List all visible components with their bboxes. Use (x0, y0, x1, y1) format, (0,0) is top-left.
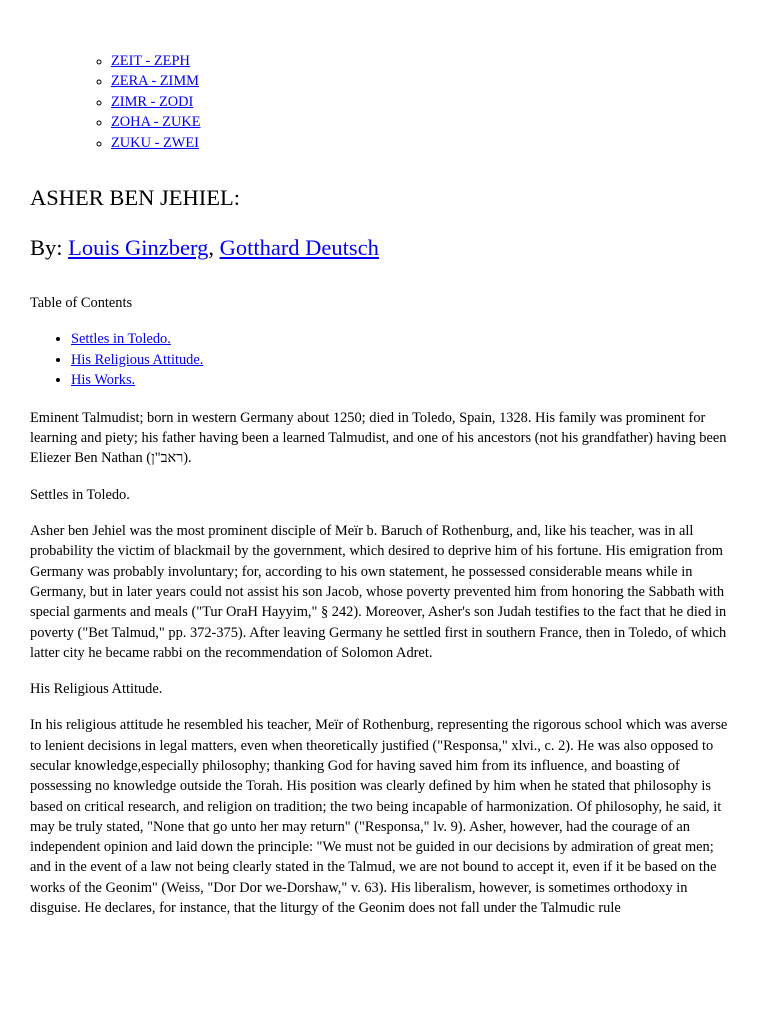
section-heading-religious-attitude: His Religious Attitude. (30, 681, 163, 698)
range-link-zoha-zuke[interactable]: ZOHA - ZUKE (111, 114, 201, 131)
range-link-zuku-zwei[interactable]: ZUKU - ZWEI (111, 134, 199, 151)
article-byline (30, 234, 738, 262)
toc-heading: Table of Contents (30, 295, 133, 312)
byline-prefix: By: (30, 235, 69, 261)
author-link-deutsch[interactable]: Gotthard Deutsch (219, 235, 379, 261)
range-item (111, 112, 738, 132)
author-link-ginzberg[interactable]: Louis Ginzberg (68, 235, 209, 261)
toc-list (30, 329, 738, 391)
letter-range-list (0, 51, 738, 153)
range-item (111, 92, 738, 112)
section-heading-settles-in-toledo: Settles in Toledo. (30, 486, 130, 503)
author-separator: , (208, 235, 220, 261)
toc-item (71, 370, 738, 391)
intro-paragraph: Eminent Talmudist; born in western Germany about 1250; died in Toledo, Spain, 1328. His family was prominent for learning and piety; his father having been a learned Talmudist, and one of his ancestors (not his grandfather) having been Eliezer Ben Nathan (ראב"ן). (30, 409, 727, 467)
letter-range-nav (0, 0, 738, 153)
toc-item (71, 350, 738, 371)
section-paragraph-religious-attitude: In his religious attitude he resembled his teacher, Meïr of Rothenburg, representing the rigorous school which was averse to lenient decisions in legal matters, even when theoretically justified ("Responsa," xlvi., c. 2). He was also opposed to secular knowledge,especially philosophy; thanking God for having saved him from its influence, and boasting of possessing no knowledge outside the Torah. His position was clearly defined by him when he stated that philosophy is based on critical research, and religion on tradition; the two being incapable of harmonization. Of philosophy, he said, it may be truly stated, "None that go unto her may return" ("Responsa," lv. 9). Asher, however, had the courage of an independent opinion and laid down the principle: "We must not be guided in our decisions by admiration of great men; and in the event of a law not being clearly stated in the Talmud, we are not bound to accept it, even if it be based on the works of the Geonim" (Weiss, "Dor Dor we-Dorshaw," v. 63). His liberalism, however, is sometimes orthodoxy in disguise. He declares, for instance, that the liturgy of the Geonim does not fall under the Talmudic rule (30, 717, 728, 917)
range-link-zimr-zodi[interactable]: ZIMR - ZODI (111, 93, 194, 110)
range-link-zera-zimm[interactable]: ZERA - ZIMM (111, 73, 199, 90)
toc-link-religious-attitude[interactable]: His Religious Attitude. (71, 351, 204, 368)
toc-item (71, 329, 738, 350)
range-link-zeit-zeph[interactable]: ZEIT - ZEPH (111, 53, 190, 69)
range-item (111, 71, 738, 91)
article-title: ASHER BEN JEHIEL: (30, 185, 240, 211)
toc-link-his-works[interactable]: His Works. (71, 372, 136, 389)
toc-link-settles-in-toledo[interactable]: Settles in Toledo. (71, 331, 171, 348)
range-item (111, 51, 738, 71)
section-paragraph-settles-in-toledo: Asher ben Jehiel was the most prominent disciple of Meïr b. Baruch of Rothenburg, and, like his teacher, was in all probability the victim of blackmail by the government, which desired to deprive him of his fortune. His emigration from Germany was probably involuntary; for, according to his own statement, he possessed considerable means while in Germany, but in later years could not assist his son Jacob, whose poverty prevented him from honoring the Sabbath with special garments and meals ("Tur OraH Hayyim," § 242). Moreover, Asher's son Judah testifies to the fact that he died in poverty ("Bet Talmud," pp. 372-375). After leaving Germany he settled first in southern France, then in Toledo, of which latter city he became rabbi on the recommendation of Solomon Adret. (30, 523, 727, 661)
range-item (111, 133, 738, 153)
